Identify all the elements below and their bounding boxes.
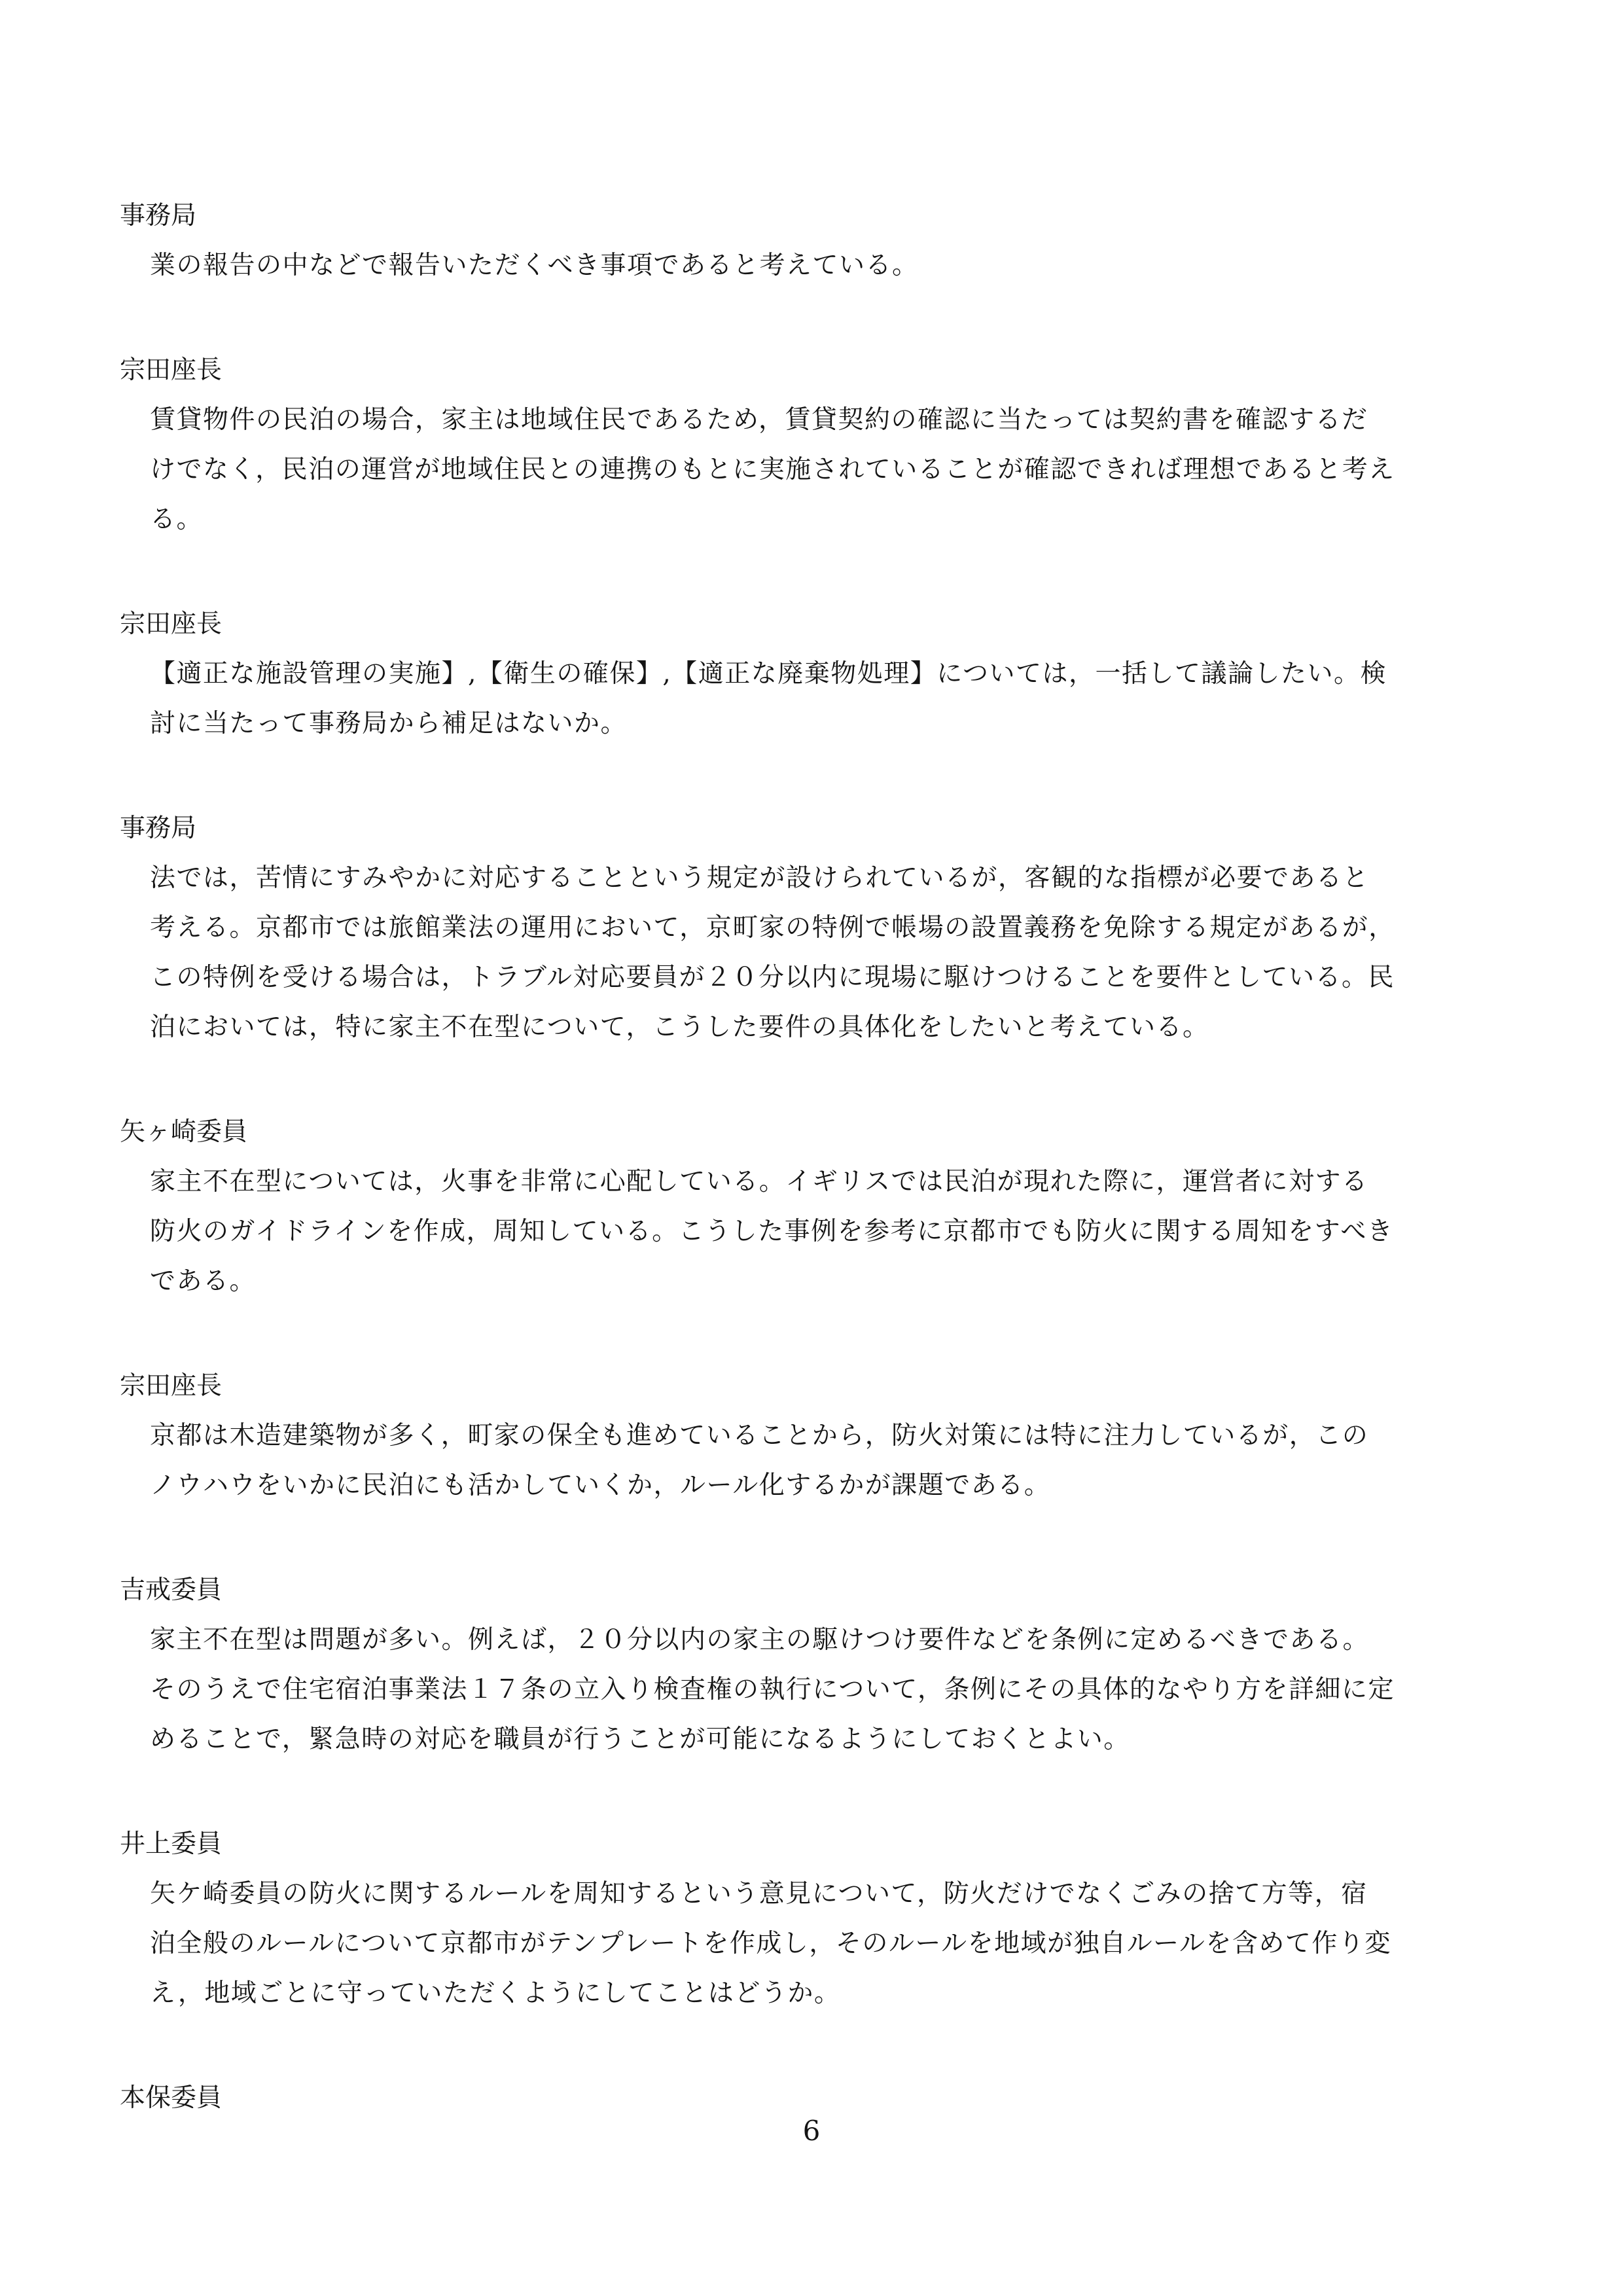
speech-line: けでなく，民泊の運営が地域住民との連携のもとに実施されていることが確認できれば理想であると考え [150,455,1395,484]
speech-line: 考える。京都市では旅館業法の運用において，京町家の特例で帳場の設置義務を免除する規定があるが， [150,913,1395,942]
speech-line: 家主不在型については，火事を非常に心配している。イギリスでは民泊が現れた際に，運営者に対する [150,1167,1368,1196]
speech-line: え，地域ごとに守っていただくようにしてことはどうか。 [150,1979,841,2008]
speech-text [120,241,1481,291]
speaker-name: 事務局 [120,201,197,230]
speaker-name: 井上委員 [120,1829,223,1859]
speaker-name: 宗田座長 [120,1371,223,1401]
speaker-name: 矢ヶ崎委員 [120,1117,248,1147]
minutes-entry [120,1820,1481,2018]
speech-text [120,395,1481,545]
speech-line: である。 [150,1266,257,1296]
speech-line: 業の報告の中などで報告いただくべき事項であると考えている。 [150,251,919,280]
speaker-name: 吉戒委員 [120,1575,223,1605]
speech-text [120,1869,1481,2018]
minutes-entry [120,1361,1481,1511]
speech-line: 防火のガイドラインを作成，周知している。こうした事例を参考に京都市でも防火に関する周知をすべき [150,1217,1394,1246]
speech-line: る。 [150,505,204,534]
speech-line: 泊においては，特に家主不在型について，こうした要件の具体化をしたいと考えている。 [150,1013,1209,1042]
speech-line: 矢ケ崎委員の防火に関するルールを周知するという意見について，防火だけでなくごみの捨て方等，宿 [150,1879,1368,1909]
speech-text [120,1157,1481,1306]
speech-text [120,649,1481,749]
minutes-body [120,191,1481,2178]
speaker-name: 本保委員 [120,2083,223,2113]
speech-text [120,853,1481,1052]
minutes-entry [120,191,1481,291]
speech-line: 泊全般のルールについて京都市がテンプレートを作成し，そのルールを地域が独自ルールを含めて作り変 [150,1929,1391,1958]
speech-line: 賃貸物件の民泊の場合，家主は地域住民であるため，賃貸契約の確認に当たっては契約書を確認するだ [150,405,1368,435]
speech-line: 【適正な施設管理の実施】,【衛生の確保】,【適正な廃棄物処理】については，一括して議論したい。検 [150,659,1387,689]
speech-line: 家主不在型は問題が多い。例えば，２０分以内の家主の駆けつけ要件などを条例に定めるべきである。 [150,1625,1370,1655]
minutes-entry [120,1107,1481,1306]
speaker-name: 宗田座長 [120,355,223,385]
speech-line: めることで，緊急時の対応を職員が行うことが可能になるようにしておくとよい。 [150,1725,1130,1754]
speech-text [120,1411,1481,1511]
minutes-entry [120,346,1481,545]
speech-line: 法では，苦情にすみやかに対応することという規定が設けられているが，客観的な指標が必要であると [150,863,1370,893]
minutes-entry [120,1566,1481,1765]
speech-text [120,1615,1481,1765]
speaker-name: 事務局 [120,814,197,843]
page-number: 6 [802,2115,821,2147]
minutes-entry [120,600,1481,749]
speech-line: ノウハウをいかに民泊にも活かしていくか，ルール化するかが課題である。 [150,1471,1051,1500]
speech-line: 京都は木造建築物が多く，町家の保全も進めていることから，防火対策には特に注力しているが，この [150,1421,1369,1450]
speech-line: そのうえで住宅宿泊事業法１７条の立入り検査権の執行について，条例にその具体的なやり方を詳細に定 [150,1675,1395,1704]
speech-line: 討に当たって事務局から補足はないか。 [150,709,628,738]
speaker-name: 宗田座長 [120,609,223,639]
minutes-entry [120,804,1481,1052]
speech-line: この特例を受ける場合は，トラブル対応要員が２０分以内に現場に駆けつけることを要件としている。民 [150,963,1395,992]
